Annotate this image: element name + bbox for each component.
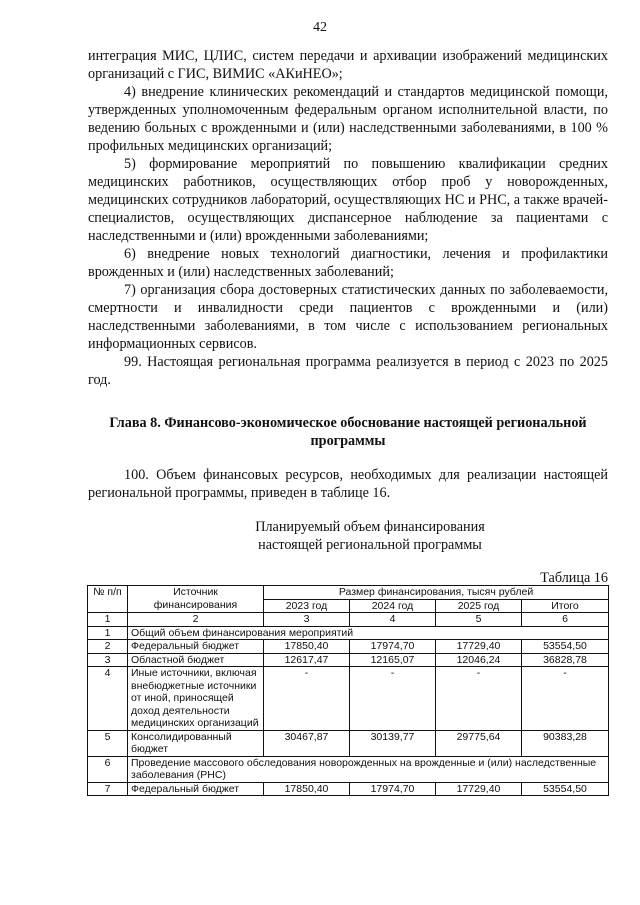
colnum-4: 4	[350, 613, 436, 627]
row-num: 4	[88, 667, 128, 731]
table-header-row	[88, 586, 609, 600]
value-2025: 17729,40	[436, 640, 522, 654]
paragraph-integration: интеграция МИС, ЦЛИС, систем передачи и архивации изображений медицинских организаций с ГИС, ВИМИС «АКиНЕО»;	[88, 48, 608, 82]
table-row	[88, 730, 609, 756]
table-row	[88, 756, 609, 782]
value-2024: -	[350, 667, 436, 731]
value-2025: 12046,24	[436, 653, 522, 667]
header-2024: 2024 год	[350, 599, 436, 613]
value-2024: 30139,77	[350, 730, 436, 756]
page-number: 42	[313, 20, 327, 35]
paragraph-99: 99. Настоящая региональная программа реализуется в период с 2023 по 2025 год.	[88, 354, 608, 388]
value-2023: -	[264, 667, 350, 731]
paragraph-item-7: 7) организация сбора достоверных статистических данных по заболеваемости, смертности и инвалидности среди пациентов с врожденными и (или) наследственными заболеваниями, в том числе с использованием региональных информационных сервисов.	[88, 282, 608, 352]
colnum-2: 2	[128, 613, 264, 627]
value-2025: 17729,40	[436, 782, 522, 796]
table-row	[88, 667, 609, 731]
section-title: Общий объем финансирования мероприятий	[128, 626, 609, 640]
value-total: 53554,50	[522, 782, 609, 796]
table-caption: Планируемый объем финансирования настоящей региональной программы	[255, 519, 485, 553]
value-total: 36828,78	[522, 653, 609, 667]
row-source: Федеральный бюджет	[128, 782, 264, 796]
table-row	[88, 626, 609, 640]
colnum-3: 3	[264, 613, 350, 627]
header-size: Размер финансирования, тысяч рублей	[264, 586, 609, 600]
colnum-6: 6	[522, 613, 609, 627]
body-text	[88, 47, 608, 389]
row-num: 1	[88, 626, 128, 640]
table-row	[88, 653, 609, 667]
section-title: Проведение массового обследования новорожденных на врожденные и (или) наследственные заболевания (РНС)	[128, 756, 609, 782]
row-source: Областной бюджет	[128, 653, 264, 667]
row-source: Федеральный бюджет	[128, 640, 264, 654]
value-2023: 17850,40	[264, 782, 350, 796]
paragraph-item-4: 4) внедрение клинических рекомендаций и стандартов медицинской помощи, утвержденных уполномоченным федеральным органом исполнительной власти, по ведению больных с врожденными и (или) наследственными заболеваниями, в 100 % профильных медицинских организаций;	[88, 84, 608, 154]
value-total: 53554,50	[522, 640, 609, 654]
table-row	[88, 782, 609, 796]
value-2024: 12165,07	[350, 653, 436, 667]
value-2024: 17974,70	[350, 782, 436, 796]
value-2025: 29775,64	[436, 730, 522, 756]
table-row	[88, 640, 609, 654]
row-num: 2	[88, 640, 128, 654]
row-num: 5	[88, 730, 128, 756]
table-colnum-row	[88, 613, 609, 627]
paragraph-100: 100. Объем финансовых ресурсов, необходимых для реализации настоящей региональной программы, приведен в таблице 16.	[88, 467, 608, 501]
financing-table	[87, 585, 609, 796]
value-total: 90383,28	[522, 730, 609, 756]
header-total: Итого	[522, 599, 609, 613]
colnum-5: 5	[436, 613, 522, 627]
paragraph-item-6: 6) внедрение новых технологий диагностики, лечения и профилактики врожденных и (или) наследственных заболеваний;	[88, 246, 608, 280]
value-2024: 17974,70	[350, 640, 436, 654]
colnum-1: 1	[88, 613, 128, 627]
row-num: 6	[88, 756, 128, 782]
value-2023: 12617,47	[264, 653, 350, 667]
value-2023: 30467,87	[264, 730, 350, 756]
header-2023: 2023 год	[264, 599, 350, 613]
header-source: Источник финансирования	[128, 586, 264, 613]
header-2025: 2025 год	[436, 599, 522, 613]
value-total: -	[522, 667, 609, 731]
row-source: Иные источники, включая внебюджетные источники от иной, приносящей доход деятельности медицинских организаций	[128, 667, 264, 731]
header-num: № п/п	[88, 586, 128, 613]
paragraph-item-5: 5) формирование мероприятий по повышению квалификации средних медицинских работников, осуществляющих отбор проб у новорожденных, медицинских сотрудников лабораторий, осуществляющих НС и РНС, а также врачей-специалистов, осуществляющих диспансерное наблюдение за пациентами с наследственными и (или) врожденными заболеваниями;	[88, 156, 608, 244]
row-source: Консолидированный бюджет	[128, 730, 264, 756]
table-label: Таблица 16	[540, 570, 608, 586]
row-num: 3	[88, 653, 128, 667]
row-num: 7	[88, 782, 128, 796]
value-2025: -	[436, 667, 522, 731]
value-2023: 17850,40	[264, 640, 350, 654]
chapter-title: Глава 8. Финансово-экономическое обоснование настоящей региональной программы	[109, 415, 587, 449]
